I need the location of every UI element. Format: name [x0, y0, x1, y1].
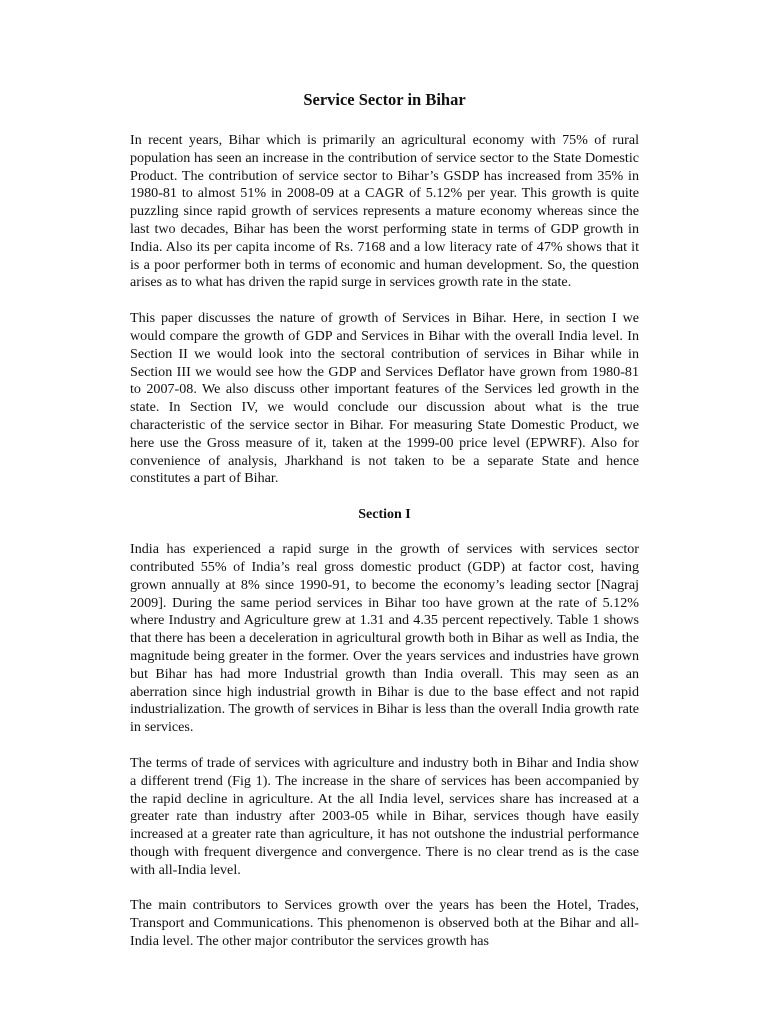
section-heading: Section I [358, 507, 411, 523]
paragraph-intro-2: This paper discusses the nature of growth of Services in Bihar. Here, in section I we would compare the growth of GDP and Services in Bihar with the overall India level. In Section II we would look into the sectoral contribution of services in Bihar while in Section III we would see how the GDP and Services Deflator have grown from 1980-81 to 2007-08. We also discuss other important features of the Services led growth in the state. In Section IV, we would conclude our discussion about what is the true characteristic of the service sector in Bihar. For measuring State Domestic Product, we here use the Gross measure of it, taken at the 1999-00 price level (EPWRF). Also for convenience of analysis, Jharkhand is not taken to be a separate State and hence constitutes a part of Bihar. [130, 310, 639, 487]
paragraph-section1-1: India has experienced a rapid surge in the growth of services with services sector contributed 55% of India’s real gross domestic product (GDP) at factor cost, having grown annually at 8% since 1990-91, to become the economy’s leading sector [Nagraj 2009]. During the same period services in Bihar too have grown at the rate of 5.12% where Industry and Agriculture grew at 1.31 and 4.35 percent repectively. Table 1 shows that there has been a deceleration in agricultural growth both in Bihar as well as India, the magnitude being greater in the former. Over the years services and industries have grown but Bihar has had more Industrial growth than India overall. This may seen as an aberration since high industrial growth in Bihar is due to the base effect and not rapid industrialization. The growth of services in Bihar is less than the overall India growth rate in services. [130, 541, 639, 736]
document-body [130, 90, 639, 969]
paragraph-section1-3: The main contributors to Services growth over the years has been the Hotel, Trades, Transport and Communications. This phenomenon is observed both at the Bihar and all-India level. The other major contributor the services growth has [130, 897, 639, 950]
document-title: Service Sector in Bihar [303, 90, 466, 109]
paragraph-section1-2: The terms of trade of services with agriculture and industry both in Bihar and India show a different trend (Fig 1). The increase in the share of services has been accompanied by the rapid decline in agriculture. At the all India level, services share has increased at a greater rate than industry after 2003-05 while in Bihar, services though have easily increased at a greater rate than agriculture, it has not outshone the industrial performance though with frequent divergence and convergence. There is no clear trend as is the case with all-India level. [130, 754, 639, 878]
paragraph-intro-1: In recent years, Bihar which is primarily an agricultural economy with 75% of rural population has seen an increase in the contribution of service sector to the State Domestic Product. The contribution of service sector to Bihar’s GSDP has increased from 35% in 1980-81 to almost 51% in 2008-09 at a CAGR of 5.12% per year. This growth is quite puzzling since rapid growth of services represents a mature economy whereas since the last two decades, Bihar has been the worst performing state in terms of GDP growth in India. Also its per capita income of Rs. 7168 and a low literacy rate of 47% shows that it is a poor performer both in terms of economic and human development. So, the question arises as to what has driven the rapid surge in services growth rate in the state. [130, 132, 639, 291]
